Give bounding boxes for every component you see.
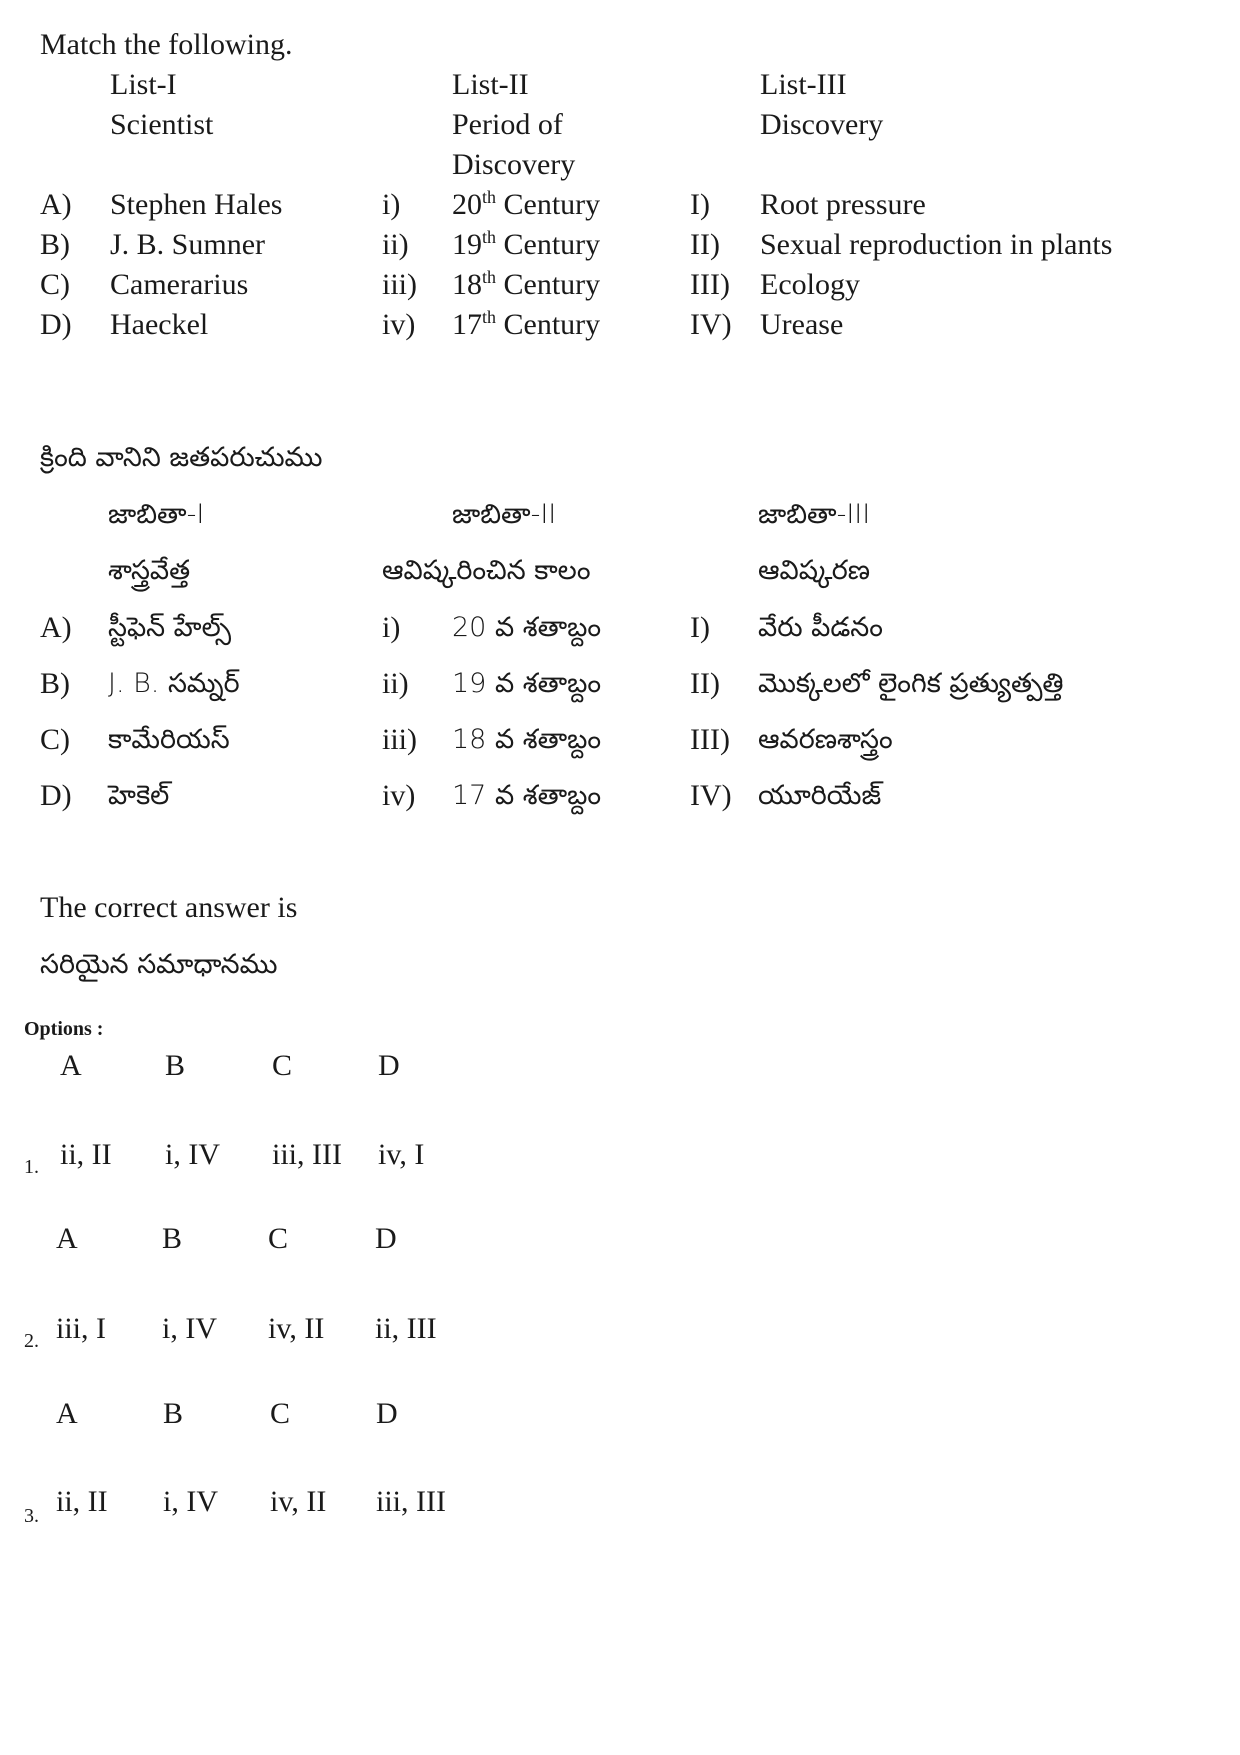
option-header: B — [163, 1397, 184, 1430]
option-value: i, IV — [162, 1312, 217, 1345]
century: 17th Century — [452, 307, 601, 341]
list2-subtitle: Period of — [452, 108, 563, 141]
capital-numeral: IV) — [690, 308, 732, 341]
list3-title-telugu: జాబితా-III — [758, 499, 871, 530]
roman-numeral: ii) — [382, 228, 409, 261]
row-letter: D) — [40, 779, 72, 812]
list2-title: List-II — [452, 68, 529, 101]
option-value: iv, II — [268, 1312, 325, 1345]
roman-numeral: i) — [382, 188, 401, 221]
options-heading: Options : — [24, 1018, 104, 1040]
answer-prompt-english: The correct answer is — [40, 891, 298, 924]
list2-title-telugu: జాబితా-II — [452, 499, 557, 530]
discovery-telugu: మొక్కలలో లైంగిక ప్రత్యుత్పత్తి — [758, 668, 1064, 699]
row-letter: A) — [40, 611, 72, 644]
list3-subtitle: Discovery — [760, 108, 884, 141]
scientist-telugu: J. B. సమ్నర్ — [108, 668, 240, 699]
option-header: A — [56, 1222, 78, 1255]
scientist: Haeckel — [110, 308, 209, 341]
capital-numeral: II) — [690, 228, 720, 261]
century: 19th Century — [452, 227, 601, 261]
roman-numeral: iv) — [382, 308, 416, 341]
option-number: 2. — [24, 1330, 39, 1352]
row-letter: B) — [40, 228, 70, 261]
option-header: D — [375, 1222, 397, 1255]
option-value: iii, III — [376, 1485, 446, 1518]
option-value: i, IV — [163, 1485, 218, 1518]
capital-numeral: I) — [690, 188, 710, 221]
capital-numeral: IV) — [690, 779, 732, 812]
list3-subtitle-telugu: ఆవిష్కరణ — [758, 555, 871, 586]
instruction-telugu: క్రింది వానిని జతపరుచుము — [40, 442, 323, 473]
roman-numeral: ii) — [382, 667, 409, 700]
option-header: B — [162, 1222, 183, 1255]
option-header: C — [272, 1049, 293, 1082]
option-header: A — [56, 1397, 78, 1430]
option-value: ii, II — [56, 1485, 108, 1518]
century: 18th Century — [452, 267, 601, 301]
option-header: C — [270, 1397, 291, 1430]
row-letter: C) — [40, 268, 70, 301]
row-letter: C) — [40, 723, 70, 756]
roman-numeral: i) — [382, 611, 401, 644]
option-header: B — [165, 1049, 186, 1082]
option-value: iv, I — [378, 1138, 425, 1171]
row-letter: B) — [40, 667, 70, 700]
list1-title-telugu: జాబితా-I — [108, 499, 205, 530]
discovery: Urease — [760, 308, 844, 341]
capital-numeral: I) — [690, 611, 710, 644]
period-telugu: 18 వ శతాబ్దం — [452, 724, 602, 755]
option-value: i, IV — [165, 1138, 220, 1171]
discovery-telugu: వేరు పీడనం — [758, 612, 883, 643]
scientist-telugu: కామేరియస్ — [108, 724, 230, 755]
row-letter: D) — [40, 308, 72, 341]
option-value: ii, III — [375, 1312, 437, 1345]
option-value: iii, I — [56, 1312, 106, 1345]
list2-subtitle-telugu: ఆవిష్కరించిన కాలం — [382, 555, 591, 586]
option-number: 3. — [24, 1505, 39, 1527]
discovery-telugu: ఆవరణశాస్త్రం — [758, 724, 893, 755]
capital-numeral: II) — [690, 667, 720, 700]
roman-numeral: iii) — [382, 723, 417, 756]
row-letter: A) — [40, 188, 72, 221]
discovery: Sexual reproduction in plants — [760, 228, 1113, 261]
option-number: 1. — [24, 1156, 39, 1178]
roman-numeral: iv) — [382, 779, 416, 812]
period-telugu: 20 వ శతాబ్దం — [452, 612, 602, 643]
discovery: Root pressure — [760, 188, 926, 221]
roman-numeral: iii) — [382, 268, 417, 301]
list3-title: List-III — [760, 68, 847, 101]
option-header: D — [378, 1049, 400, 1082]
period-telugu: 19 వ శతాబ్దం — [452, 668, 602, 699]
scientist: Camerarius — [110, 268, 249, 301]
discovery: Ecology — [760, 268, 860, 301]
capital-numeral: III) — [690, 723, 730, 756]
instruction-english: Match the following. — [40, 28, 293, 61]
list1-subtitle: Scientist — [110, 108, 214, 141]
list1-subtitle-telugu: శాస్త్రవేత్త — [108, 555, 191, 586]
option-header: D — [376, 1397, 398, 1430]
scientist: Stephen Hales — [110, 188, 283, 221]
option-value: iii, III — [272, 1138, 342, 1171]
century: 20th Century — [452, 187, 601, 221]
list2-subtitle-2: Discovery — [452, 148, 576, 181]
option-value: ii, II — [60, 1138, 112, 1171]
option-header: A — [60, 1049, 82, 1082]
option-value: iv, II — [270, 1485, 327, 1518]
scientist: J. B. Sumner — [110, 228, 266, 261]
list1-title: List-I — [110, 68, 177, 101]
discovery-telugu: యూరియేజ్ — [758, 780, 882, 811]
capital-numeral: III) — [690, 268, 730, 301]
scientist-telugu: హెకెల్ — [108, 780, 170, 811]
scientist-telugu: స్టీఫెన్ హేల్స్ — [108, 612, 232, 643]
period-telugu: 17 వ శతాబ్దం — [452, 780, 602, 811]
answer-prompt-telugu: సరియైన సమాధానము — [40, 949, 278, 980]
option-header: C — [268, 1222, 289, 1255]
